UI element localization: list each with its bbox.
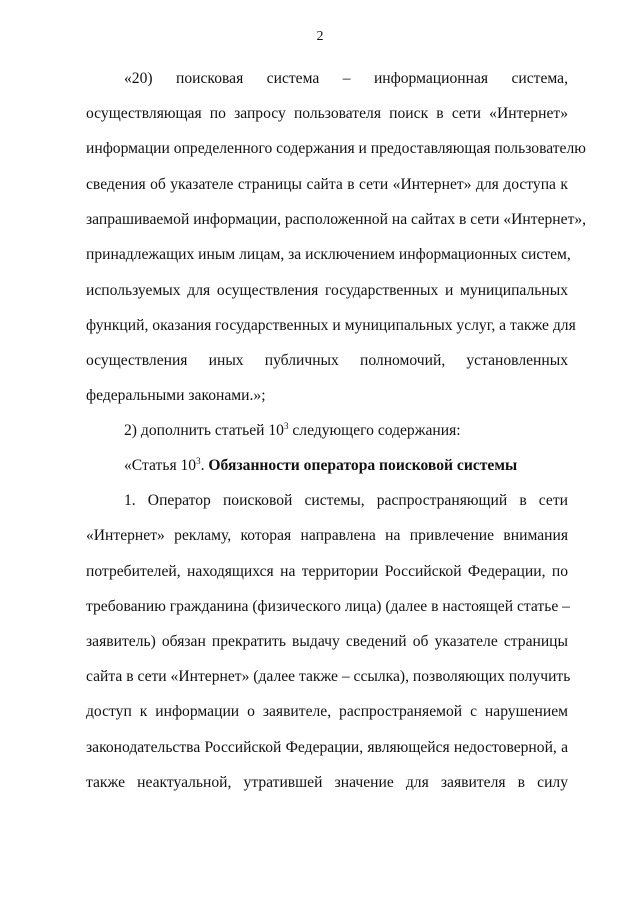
definition-line: сведения об указателе страницы сайта в сети «Интернет» для доступа к: [86, 176, 568, 193]
amendment-text-tail: следующего содержания:: [288, 422, 461, 439]
definition-line: функций, оказания государственных и муниципальных услуг, а также для: [86, 317, 576, 334]
definition-line: используемых для осуществления государственных и муниципальных: [86, 282, 568, 299]
clause-line: заявитель) обязан прекратить выдачу сведений об указателе страницы: [86, 633, 568, 650]
amendment-text: 2) дополнить статьей 10: [124, 422, 284, 439]
definition-line: информации определенного содержания и предоставляющая пользователю: [86, 140, 586, 157]
clause-line: требованию гражданина (физического лица) (далее в настоящей статье –: [86, 598, 570, 615]
article-dot: .: [200, 457, 209, 474]
definition-line: принадлежащих иным лицам, за исключением информационных систем,: [86, 246, 571, 263]
article-prefix: «Статья 10: [124, 457, 197, 474]
amendment-superscript: 3: [283, 421, 289, 431]
definition-line: запрашиваемой информации, расположенной на сайтах в сети «Интернет»,: [86, 211, 587, 228]
definition-line: федеральными законами.»;: [86, 387, 266, 404]
clause-line: потребителей, находящихся на территории Российской Федерации, по: [86, 563, 568, 580]
article-superscript: 3: [196, 456, 201, 466]
clause-line: «Интернет» рекламу, которая направлена на привлечение внимания: [86, 527, 568, 544]
clause-line: доступ к информации о заявителе, распространяемой с нарушением: [86, 703, 568, 720]
clause-line: законодательства Российской Федерации, являющейся недостоверной, а: [86, 739, 568, 756]
article-heading: [86, 455, 568, 476]
article-title: Обязанности оператора поисковой системы: [208, 457, 518, 474]
definition-line: «20) поисковая система – информационная система,: [124, 70, 568, 87]
definition-line: осуществляющая по запросу пользователя поиск в сети «Интернет»: [86, 105, 568, 122]
clause-line: также неактуальной, утратившей значение для заявителя в силу: [86, 774, 568, 791]
clause-line: 1. Оператор поисковой системы, распространяющий в сети: [124, 492, 568, 509]
amendment-instruction: [86, 420, 568, 441]
clause-line: сайта в сети «Интернет» (далее также – ссылка), позволяющих получить: [86, 668, 571, 685]
definition-line: осуществления иных публичных полномочий, установленных: [86, 352, 568, 369]
page-number: 2: [316, 29, 324, 44]
